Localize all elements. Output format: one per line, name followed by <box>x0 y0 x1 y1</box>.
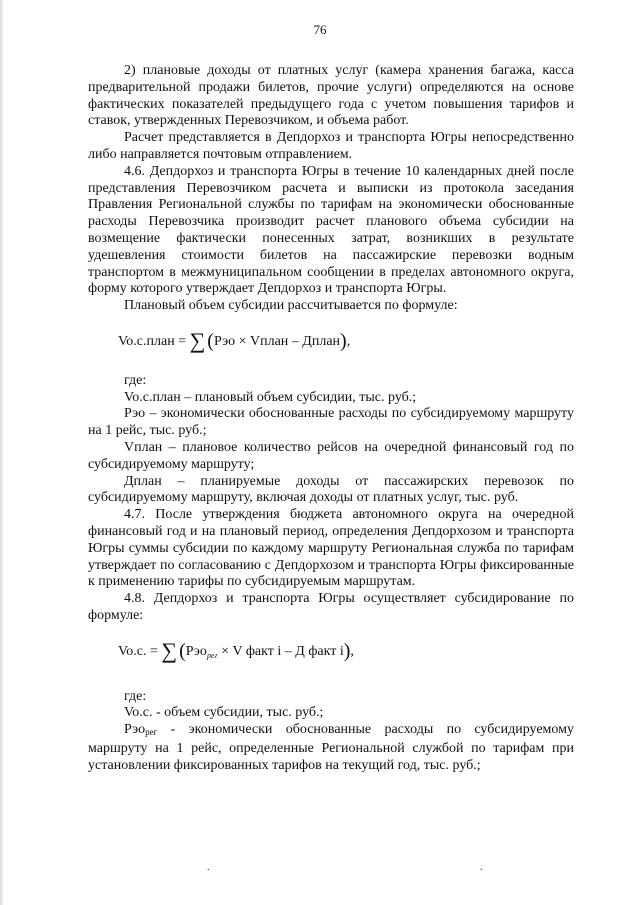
open-paren: ( <box>179 639 186 662</box>
paragraph-4-6: 4.6. Депдорхоз и транспорта Югры в течение 10 календарных дней после представления Перевозчиком расчета и выписки из протокола заседания Правления Региональной службы по тарифам на экономически обоснованные расходы Перевозчика производит расчет планового объема субсидии на возмещение фактически понесенных затрат, возникших в результате удешевления стоимости билетов на пассажирские перевозки водным транспортом в межмуниципальном сообщении в пределах автономного округа, форму которого утверждает Депдорхоз и транспорта Югры. <box>88 163 574 297</box>
scan-speck: . <box>480 862 483 873</box>
scan-speck: . <box>207 862 210 873</box>
definition-d-plan: Дплан – планируемые доходы от пассажирских перевозок по субсидируемому маршруту, включая доходы от платных услуг, тыс. руб. <box>88 473 574 506</box>
scan-edge <box>0 0 4 905</box>
paragraph-calculation-submission: Расчет представляется в Депдорхоз и транспорта Югры непосредственно либо направляется почтовым отправлением. <box>88 130 574 162</box>
definition-vo-plan: Vo.c.план – плановый объем субсидии, тыс. руб.; <box>124 389 417 405</box>
where-label-2: где: <box>124 688 147 704</box>
formula-lhs: Vo.c. = <box>118 643 162 659</box>
paragraph-planned-income: 2) плановые доходы от платных услуг (камера хранения багажа, касса предварительной продажи билетов, прочие услуги) определяются на основе фактических показателей предыдущего года с учетом повышения тарифов и ставок, утвержденных Перевозчиком, и объема работ. <box>88 63 574 129</box>
formula-body: × V факт i – Д факт i <box>217 643 344 659</box>
formula-tail: , <box>350 643 354 659</box>
formula-term-reo: Рэо <box>185 643 207 659</box>
definition-reo-reg-symbol: Рэо <box>124 722 146 738</box>
formula-actual-subsidy <box>88 637 574 665</box>
formula-planned-subsidy <box>88 327 574 353</box>
paragraph-planned-volume-formula-intro: Плановый объем субсидии рассчитывается по формуле: <box>124 298 458 314</box>
where-label: где: <box>124 372 147 388</box>
close-paren: ) <box>343 639 351 662</box>
formula-tail: , <box>346 333 351 349</box>
document-body <box>88 63 574 774</box>
definition-v-plan: Vплан – плановое количество рейсов на очередной финансовый год по субсидируемому маршруту; <box>88 439 574 472</box>
formula-term-subscript: рег <box>206 650 218 660</box>
paragraph-4-7: 4.7. После утверждения бюджета автономного округа на очередной финансовый год и на плановый период, определения Депдорхозом и транспорта Югры суммы субсидии по каждому маршруту Региональная служба по тарифам утверждает по согласованию с Депдорхозом и транспорта Югры фиксированные к применению тарифы по субсидируемым маршрутам. <box>88 507 574 590</box>
formula-body: Рэо × Vплан – Дплан <box>213 333 341 349</box>
close-paren: ) <box>340 329 347 352</box>
open-paren: ( <box>207 329 214 352</box>
sigma-symbol: ∑ <box>161 637 178 663</box>
definition-reo: Рэо – экономически обоснованные расходы по субсидируемому маршруту на 1 рейс, тыс. руб.; <box>88 406 574 439</box>
page-number: 76 <box>313 22 327 37</box>
definition-reo-reg-subscript: рег <box>145 727 158 738</box>
definition-reo-reg-text: - экономически обоснованные расходы по субсидируемому маршруту на 1 рейс, определенные Региональной службой по тарифам при установлении фиксированных тарифов на текущий год, тыс. руб.; <box>88 722 574 773</box>
definition-vo: Vo.c. - объем субсидии, тыс. руб.; <box>124 705 324 721</box>
paragraph-4-8: 4.8. Депдорхоз и транспорта Югры осуществляет субсидирование по формуле: <box>88 591 574 623</box>
formula-lhs: Vo.c.план = <box>118 333 190 349</box>
sigma-symbol: ∑ <box>189 327 206 353</box>
definition-reo-reg <box>88 722 574 774</box>
